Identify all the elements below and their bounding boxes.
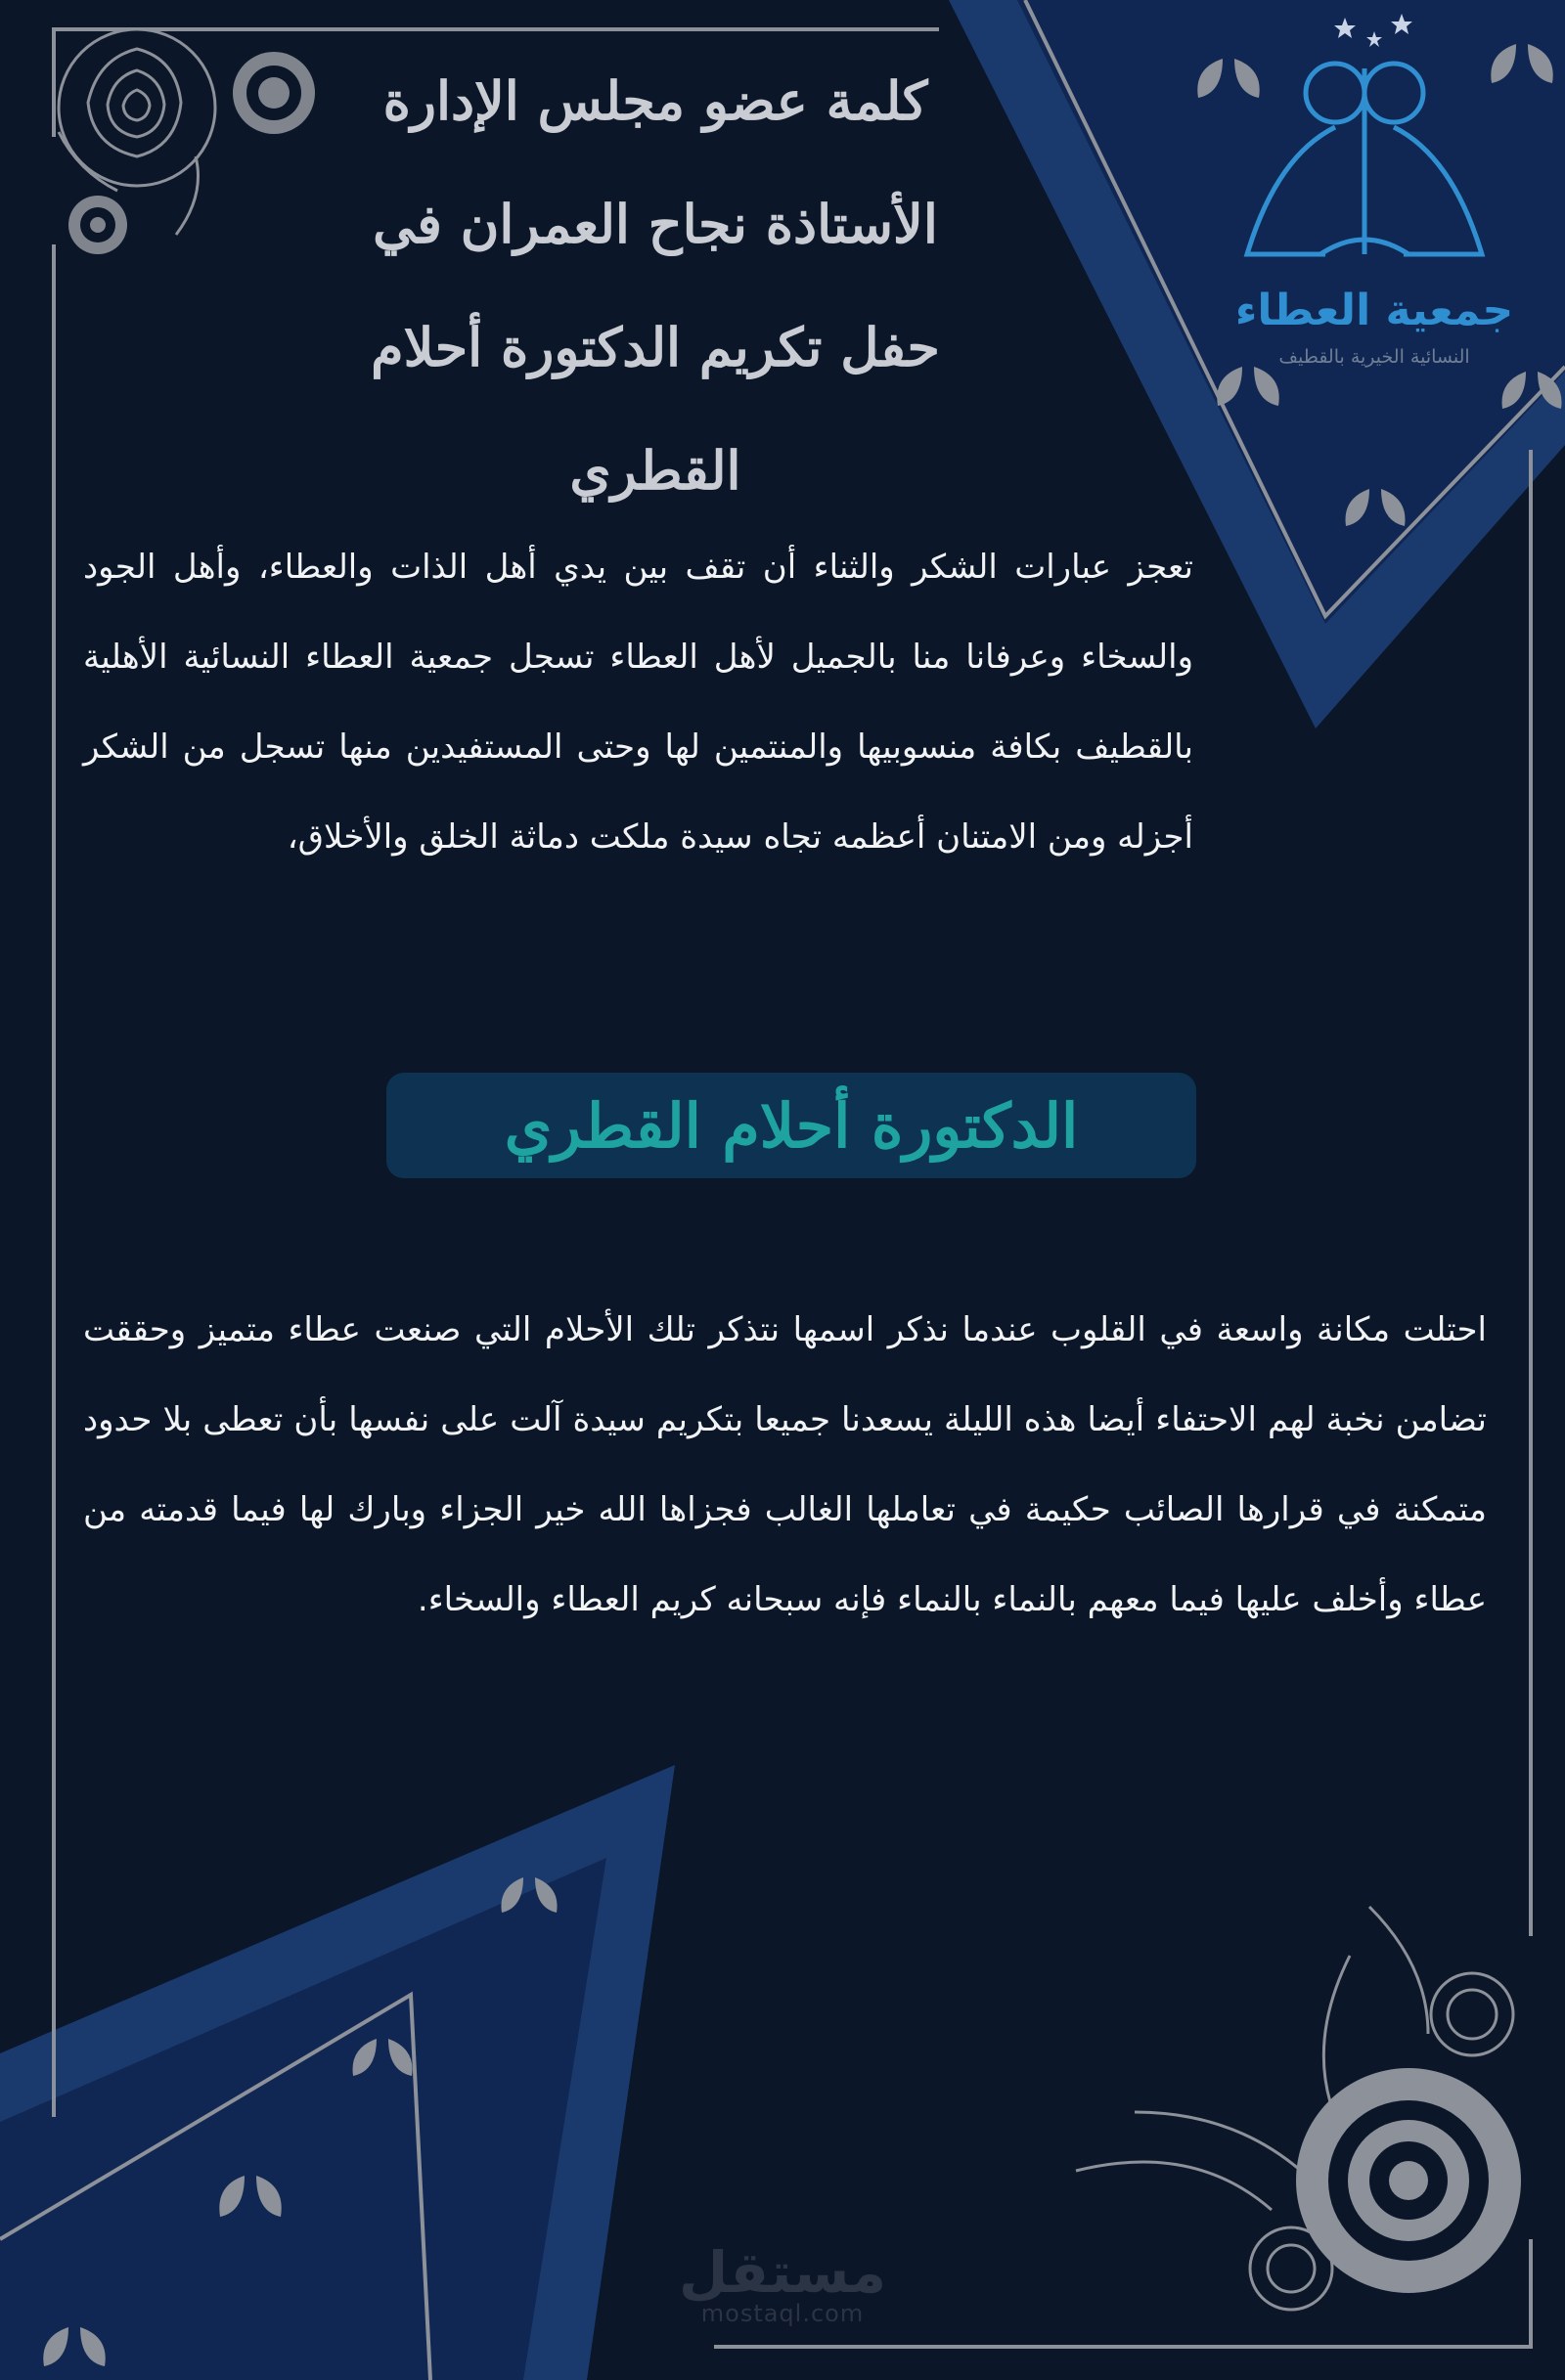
title-line: حفل تكريم الدكتورة أحلام	[371, 316, 940, 378]
logo-subtitle: النسائية الخيرية بالقطيف	[1278, 346, 1470, 368]
honoree-banner	[386, 1073, 1196, 1178]
title-line: القطري	[569, 439, 741, 502]
title-line: كلمة عضو مجلس الإدارة	[382, 69, 928, 132]
association-logo	[1228, 10, 1521, 372]
watermark-arabic: مستقل	[678, 2239, 887, 2306]
watermark-latin: mostaql.com	[700, 2300, 865, 2327]
honoree-name: الدكتورة أحلام القطري	[504, 1089, 1079, 1162]
tribute-paragraph: احتلت مكانة واسعة في القلوب عندما نذكر اسمها نتذكر تلك الأحلام التي صنعت عطاء متميز وحققت تضامن نخبة لهم الاحتفاء أيضا هذه الليلة يسعدنا جميعا بتكريم سيدة آلت على نفسها بأن تعطى بلا حدود متمكنة في قرارها الصائب حكيمة في تعاملها الغالب فجزاها الله خير الجزاء وبارك لها فيما قدمته من عطاء وأخلف عليها فيما معهم بالنماء بالنماء فإنه سبحانه كريم العطاء والسخاء.	[83, 1310, 1487, 1619]
intro-paragraph: تعجز عبارات الشكر والثناء أن تقف بين يدي أهل الذات والعطاء، وأهل الجود والسخاء وعرفانا منا بالجميل لأهل العطاء تسجل جمعية العطاء النسائية الأهلية بالقطيف بكافة منسوبيها والمنتمين لها وحتى المستفيدين منها تسجل من الشكر أجزله ومن الامتنان أعظمه تجاه سيدة ملكت دماثة الخلق والأخلاق،	[83, 548, 1193, 857]
page-title	[274, 39, 1037, 532]
logo-icon	[1228, 10, 1521, 284]
title-line: الأستاذة نجاح العمران في	[373, 193, 938, 255]
watermark	[675, 2239, 890, 2327]
logo-name: جمعية العطاء	[1234, 286, 1514, 335]
